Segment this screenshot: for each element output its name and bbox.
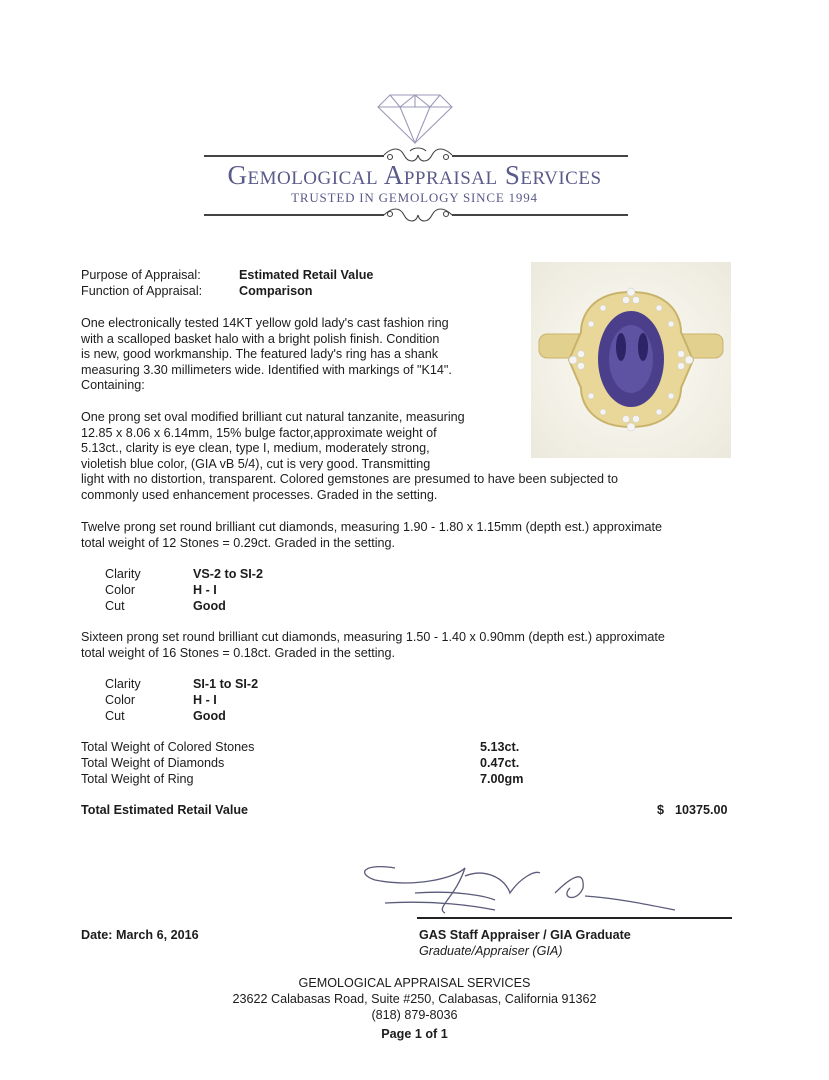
total-value: 0.47ct.	[480, 756, 520, 770]
appraiser-subtitle: Graduate/Appraiser (GIA)	[419, 944, 563, 958]
diamonds-group-2-description: Sixteen prong set round brilliant cut diamonds, measuring 1.50 - 1.40 x 0.90mm (depth est.) approximate total weight of 16 Stones = 0.18ct. Graded in the setting.	[81, 630, 665, 660]
scroll-ornament-icon	[382, 205, 454, 225]
footer-phone: (818) 879-8036	[371, 1008, 458, 1022]
diamond-logo-icon	[376, 93, 454, 145]
center-stone-description: One prong set oval modified brilliant cut natural tanzanite, measuring 12.85 x 8.06 x 6.14mm, 15% bulge factor,approximate weight of 5.13ct., clarity is eye clean, type I, medium, moderately strong, violetish blue color, (GIA vB 5/4), cut is very good. Transmitting light with no distortion, transparent. Colored gemstones are presumed to have been subjected to commonly used enhancement processes. Graded in the setting.	[81, 410, 618, 502]
spec-label: Cut	[105, 599, 125, 613]
ring-description: One electronically tested 14KT yellow gold lady's cast fashion ring with a scalloped basket halo with a bright polish finish. Condition is new, good workmanship. The featured lady's ring has a shank measuring 3.30 millimeters wide. Identified with markings of "K14". Containing:	[81, 316, 452, 393]
spec-label: Color	[105, 693, 136, 707]
spec-value: H - I	[193, 693, 217, 707]
appraisal-date: Date: March 6, 2016	[81, 928, 199, 942]
retail-value-label: Total Estimated Retail Value	[81, 803, 249, 817]
total-label: Total Weight of Ring	[81, 772, 194, 786]
page-number: Page 1 of 1	[381, 1027, 448, 1041]
spec-value: SI-1 to SI-2	[193, 677, 259, 691]
spec-value: H - I	[193, 583, 217, 597]
header-rule-top	[452, 155, 628, 157]
total-value: 5.13ct.	[480, 740, 520, 754]
signature-line	[417, 917, 732, 919]
footer-address: 23622 Calabasas Road, Suite #250, Calabasas, California 91362	[232, 992, 597, 1006]
appraiser-title: GAS Staff Appraiser / GIA Graduate	[419, 928, 631, 942]
currency-symbol: $	[657, 803, 665, 817]
function-value: Comparison	[239, 284, 313, 298]
header-rule-bottom	[204, 214, 384, 216]
retail-value-amount: 10375.00	[675, 803, 728, 817]
purpose-value: Estimated Retail Value	[239, 268, 374, 282]
spec-value: VS-2 to SI-2	[193, 567, 263, 581]
purpose-label: Purpose of Appraisal:	[81, 268, 201, 282]
spec-label: Clarity	[105, 677, 141, 691]
header-rule-top	[204, 155, 384, 157]
total-label: Total Weight of Diamonds	[81, 756, 225, 770]
header-rule-bottom	[452, 214, 628, 216]
spec-label: Color	[105, 583, 136, 597]
footer-company: GEMOLOGICAL APPRAISAL SERVICES	[298, 976, 531, 990]
function-label: Function of Appraisal:	[81, 284, 203, 298]
spec-label: Clarity	[105, 567, 141, 581]
total-label: Total Weight of Colored Stones	[81, 740, 255, 754]
spec-value: Good	[193, 709, 226, 723]
company-tagline: TRUSTED IN GEMOLOGY SINCE 1994	[291, 190, 538, 205]
spec-label: Cut	[105, 709, 125, 723]
company-logo-title: Gemological Appraisal Services	[227, 160, 602, 190]
spec-value: Good	[193, 599, 226, 613]
diamonds-group-1-description: Twelve prong set round brilliant cut diamonds, measuring 1.90 - 1.80 x 1.15mm (depth est.) approximate total weight of 12 Stones = 0.29ct. Graded in the setting.	[81, 520, 663, 550]
signature-icon	[355, 858, 685, 920]
total-value: 7.00gm	[480, 772, 524, 786]
